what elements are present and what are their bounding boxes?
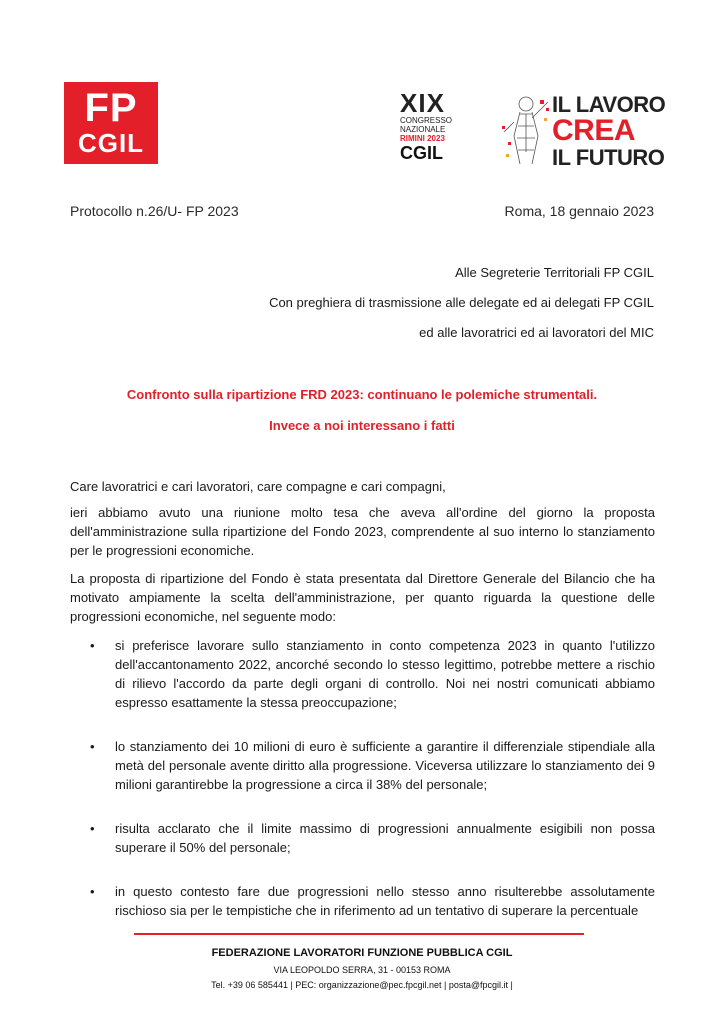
list-item [70, 882, 655, 920]
list-item-text: si preferisce lavorare sullo stanziamento in conto competenza 2023 in quanto l'utilizzo dell'accantonamento 2022, ancorché secondo lo stesso legittimo, potrebbe mettere a rischio di rilievo l'accordo da parte degli organi di controllo. Noi nei nostri comunicati abbiamo espresso esattamente la stessa preoccupazione; [115, 638, 655, 710]
logo-line1: FP [84, 86, 138, 130]
fp-cgil-logo [64, 82, 158, 164]
document-date: Roma, 18 gennaio 2023 [504, 203, 654, 219]
congress-line1: CONGRESSO [400, 116, 453, 125]
bullet-list [70, 636, 655, 920]
paragraph: La proposta di ripartizione del Fondo è stata presentata dal Direttore Generale del Bilancio che ha motivato ampiamente la scelta dell'amministrazione, per quanto riguarda la questione delle progressioni economiche, nel seguente modo: [70, 571, 655, 624]
recipient-line: Con preghiera di trasmissione alle delegate ed ai delegati FP CGIL [269, 295, 654, 310]
slogan-line1: IL LAVORO [552, 92, 666, 117]
recipient-line: ed alle lavoratrici ed ai lavoratori del MIC [419, 325, 654, 340]
paragraph: ieri abbiamo avuto una riunione molto tesa che aveva all'ordine del giorno la proposta dell'amministrazione sulla ripartizione del Fondo 2023, comprendente al suo interno lo stanziamento per le progressioni economiche. [70, 505, 655, 558]
greeting: Care lavoratrici e cari lavoratori, care compagne e cari compagni, [70, 479, 446, 494]
recipient-line: Alle Segreterie Territoriali FP CGIL [455, 265, 654, 280]
subject-line1: Confronto sulla ripartizione FRD 2023: continuano le polemiche strumentali. [126, 387, 598, 402]
list-item-text: in questo contesto fare due progressioni nello stesso anno risulterebbe assolutamente rischioso sia per le tempistiche che in riferimento ad un tentativo di superare la percentuale [115, 884, 655, 918]
bullet-icon: • [90, 638, 95, 653]
list-item [70, 737, 655, 794]
subject-line2: Invece a noi interessano i fatti [269, 418, 455, 433]
list-item [70, 819, 655, 857]
footer-organization: FEDERAZIONE LAVORATORI FUNZIONE PUBBLICA CGIL [211, 947, 513, 959]
slogan [552, 92, 672, 170]
congress-line3: RIMINI 2023 [400, 134, 445, 143]
bullet-icon: • [90, 739, 95, 754]
congress-number: XIX [400, 88, 445, 118]
congress-block [400, 90, 460, 163]
slogan-line3: IL FUTURO [552, 145, 665, 170]
slogan-line2: CREA [552, 114, 636, 147]
list-item-text: risulta acclarato che il limite massimo di progressioni annualmente esigibili non possa superare il 50% del personale; [115, 821, 655, 855]
congress-brand: CGIL [400, 143, 443, 163]
list-item-text: lo stanziamento dei 10 milioni di euro è sufficiente a garantire il differenziale stipendiale alla metà del personale avente diritto alla progressione. Viceversa utilizzare lo stanziamento dei 9 milioni garantirebbe la progressione a circa il 38% del personale; [115, 739, 655, 792]
statue-illustration-icon [500, 92, 552, 166]
footer-contacts: Tel. +39 06 585441 | PEC: organizzazione@pec.fpcgil.net | posta@fpcgil.it | [211, 980, 513, 990]
bullet-icon: • [90, 821, 95, 836]
list-item [70, 636, 655, 712]
logo-line2: CGIL [77, 128, 145, 158]
congress-banner [400, 90, 672, 170]
congress-line2: NAZIONALE [400, 125, 446, 134]
footer-address: VIA LEOPOLDO SERRA, 31 - 00153 ROMA [273, 965, 451, 975]
protocol-number: Protocollo n.26/U- FP 2023 [70, 203, 239, 219]
bullet-icon: • [90, 884, 95, 899]
footer-divider [134, 933, 584, 935]
